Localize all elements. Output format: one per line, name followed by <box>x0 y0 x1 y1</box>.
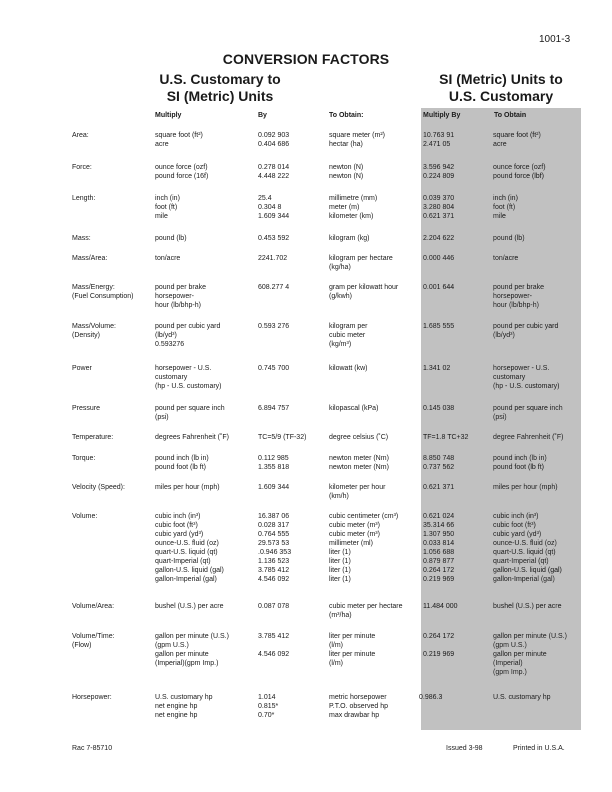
reverse-unit-cell: square foot (ft²) acre <box>493 132 541 148</box>
reverse-unit-cell: horsepower - U.S. customary (hp - U.S. customary) <box>493 365 560 390</box>
column-header-to-obtain-right: To Obtain <box>494 112 527 119</box>
multiply-cell: bushel (U.S.) per acre <box>155 603 224 610</box>
reverse-factor-cell: 2.204 622 <box>423 235 455 242</box>
category-label: Volume/Time: (Flow) <box>72 633 115 649</box>
reverse-factor-cell: 1.685 555 <box>423 323 455 330</box>
factor-cell: 6.894 757 <box>258 405 290 412</box>
reverse-unit-cell: pound per cubic yard (lb/yd³) <box>493 323 559 339</box>
reverse-factor-cell: TF=1.8 TC+32 <box>423 434 469 441</box>
left-heading-text: U.S. Customary to SI (Metric) Units <box>159 71 281 104</box>
multiply-cell: degrees Fahrenheit (˚F) <box>155 434 229 441</box>
right-section-heading <box>412 71 590 105</box>
category-label: Area: <box>72 132 89 139</box>
multiply-cell: pound (lb) <box>155 235 187 242</box>
multiply-cell: pound per brake horsepower- hour (lb/bhp-h) <box>155 284 206 309</box>
category-label: Mass/Area: <box>72 255 108 262</box>
reverse-unit-cell: pound (lb) <box>493 235 525 242</box>
multiply-cell: pound per square inch (psi) <box>155 405 225 421</box>
reverse-unit-cell: ton/acre <box>493 255 519 262</box>
factor-cell: 2241.702 <box>258 255 288 262</box>
reverse-unit-cell: ounce force (ozf) pound force (lbf) <box>493 164 546 180</box>
factor-cell: 0.092 903 0.404 686 <box>258 132 290 148</box>
category-label: Length: <box>72 195 96 202</box>
issue-date: Issued 3-98 <box>446 745 483 752</box>
page-number: 1001-3 <box>539 34 571 45</box>
reverse-factor-cell: 0.621 371 <box>423 484 455 491</box>
factor-cell: 0.087 078 <box>258 603 290 610</box>
reverse-factor-cell: 8.850 748 0.737 562 <box>423 455 455 471</box>
category-label: Horsepower: <box>72 694 112 701</box>
factor-cell: TC=5/9 (TF-32) <box>258 434 307 441</box>
multiply-cell: pound inch (lb in) pound foot (lb ft) <box>155 455 209 471</box>
factor-cell: 0.278 014 4.448 222 <box>258 164 290 180</box>
category-label: Velocity (Speed): <box>72 484 125 491</box>
to-obtain-cell: kilopascal (kPa) <box>329 405 379 412</box>
reverse-factor-cell: 0.986.3 <box>419 694 443 701</box>
to-obtain-cell: metric horsepower P.T.O. observed hp max drawbar hp <box>329 694 389 719</box>
reverse-unit-cell: miles per hour (mph) <box>493 484 558 491</box>
reverse-factor-cell: 11.484 000 <box>423 603 458 610</box>
column-header-to-obtain: To Obtain: <box>329 112 364 119</box>
page-title: CONVERSION FACTORS <box>222 51 390 67</box>
multiply-cell: horsepower - U.S. customary (hp - U.S. customary) <box>155 365 222 390</box>
reverse-factor-cell: 0.000 446 <box>423 255 455 262</box>
factor-cell: 0.593 276 <box>258 323 290 330</box>
multiply-cell: ounce force (ozf) pound force (16f) <box>155 164 209 180</box>
multiply-cell: U.S. customary hp net engine hp net engine hp <box>155 694 213 719</box>
factor-cell: 1.609 344 <box>258 484 290 491</box>
multiply-cell: cubic inch (in³) cubic foot (ft³) cubic yard (yd³) ounce-U.S. fluid (oz) quart-U.S. liquid (qt) quart-Imperial (qt) gallon-U.S. liquid (gal) gallon-Imperial (gal) <box>155 513 224 583</box>
multiply-cell: gallon per minute (U.S.) (gpm U.S.) gallon per minute (Imperial)(gpm Imp.) <box>155 633 229 667</box>
reverse-factor-cell: 0.621 024 35.314 66 1.307 950 0.033 814 1.056 688 0.879 877 0.264 172 0.219 969 <box>423 513 455 583</box>
multiply-cell: pound per cubic yard (lb/yd³) 0.593276 <box>155 323 221 348</box>
category-label: Mass/Energy: (Fuel Consumption) <box>72 284 134 300</box>
factor-cell: 25.4 0.304 8 1.609 344 <box>258 195 290 220</box>
reverse-unit-cell: inch (in) foot (ft) mile <box>493 195 518 220</box>
factor-cell: 1.014 0.815* 0.70* <box>258 694 279 719</box>
printed-location: Printed in U.S.A. <box>513 745 565 752</box>
factor-cell: 3.785 412 4.546 092 <box>258 633 290 658</box>
multiply-cell: ton/acre <box>155 255 181 262</box>
category-label: Mass: <box>72 235 91 242</box>
reverse-unit-cell: cubic inch (in³) cubic foot (ft³) cubic yard (yd³) ounce-U.S. fluid (oz) quart-U.S. liquid (qt) quart-Imperial (qt) gallon-U.S. liquid (gal) gallon-Imperial (gal) <box>493 513 562 583</box>
to-obtain-cell: newton meter (Nm) newton meter (Nm) <box>329 455 389 471</box>
category-label: Torque: <box>72 455 96 462</box>
multiply-cell: miles per hour (mph) <box>155 484 220 491</box>
category-label: Volume/Area: <box>72 603 115 610</box>
to-obtain-cell: gram per kilowatt hour (g/kwh) <box>329 284 399 300</box>
factor-cell: 608.277 4 <box>258 284 290 291</box>
reverse-unit-cell: pound per square inch (psi) <box>493 405 563 421</box>
to-obtain-cell: millimetre (mm) meter (m) kilometer (km) <box>329 195 378 220</box>
multiply-cell: square foot (ft²) acre <box>155 132 203 148</box>
reverse-unit-cell: pound per brake horsepower- hour (lb/bhp-h) <box>493 284 544 309</box>
reverse-unit-cell: U.S. customary hp <box>493 694 551 701</box>
factor-cell: 0.745 700 <box>258 365 290 372</box>
category-label: Force: <box>72 164 92 171</box>
reverse-factor-cell: 1.341 02 <box>423 365 451 372</box>
category-label: Temperature: <box>72 434 114 441</box>
column-header-multiply: Multiply <box>155 112 182 119</box>
category-label: Volume: <box>72 513 98 520</box>
factor-cell: 0.453 592 <box>258 235 290 242</box>
to-obtain-cell: newton (N) newton (N) <box>329 164 364 180</box>
factor-cell: 0.112 985 1.355 818 <box>258 455 290 471</box>
column-header-by: By <box>258 112 267 119</box>
to-obtain-cell: liter per minute (l/m) liter per minute (l/m) <box>329 633 376 667</box>
right-heading-text: SI (Metric) Units to U.S. Customary <box>439 71 563 104</box>
to-obtain-cell: square meter (m²) hectar (ha) <box>329 132 386 148</box>
factor-cell: 16.387 06 0.028 317 0.764 555 29.573 53 .0.946 353 1.136 523 3.785 412 4.546 092 <box>258 513 292 583</box>
reverse-unit-cell: degree Fahrenheit (˚F) <box>493 434 564 441</box>
reverse-factor-cell: 0.264 172 0.219 969 <box>423 633 455 658</box>
reverse-factor-cell: 0.001 644 <box>423 284 455 291</box>
category-label: Power <box>72 365 92 372</box>
to-obtain-cell: cubic centimeter (cm³) cubic meter (m³) cubic meter (m³) millimeter (ml) liter (1) liter (1) liter (1) liter (1) <box>329 513 399 583</box>
reverse-factor-cell: 3.596 942 0.224 809 <box>423 164 455 180</box>
category-label: Mass/Volume: (Density) <box>72 323 116 339</box>
to-obtain-cell: kilogram per hectare (kg/ha) <box>329 255 393 271</box>
reverse-factor-cell: 0.145 038 <box>423 405 455 412</box>
to-obtain-cell: degree celsius (˚C) <box>329 434 389 441</box>
reverse-unit-cell: gallon per minute (U.S.) (gpm U.S.) gallon per minute (Imperial) (gpm Imp.) <box>493 633 567 676</box>
to-obtain-cell: kilogram per cubic meter (kg/m³) <box>329 323 368 348</box>
reverse-factor-cell: 10.763 91 2.471 05 <box>423 132 455 148</box>
column-header-multiply-by: Multiply By <box>423 112 461 119</box>
multiply-cell: inch (in) foot (ft) mile <box>155 195 180 220</box>
left-section-heading <box>150 71 290 105</box>
to-obtain-cell: kilogram (kg) <box>329 235 370 242</box>
reverse-unit-cell: pound inch (lb in) pound foot (lb ft) <box>493 455 547 471</box>
document-id: Rac 7-85710 <box>72 745 113 752</box>
to-obtain-cell: kilowatt (kw) <box>329 365 368 372</box>
category-label: Pressure <box>72 405 101 412</box>
reverse-factor-cell: 0.039 370 3.280 804 0.621 371 <box>423 195 455 220</box>
to-obtain-cell: cubic meter per hectare (m³/ha) <box>329 603 403 619</box>
to-obtain-cell: kilometer per hour (km/h) <box>329 484 386 500</box>
reverse-unit-cell: bushel (U.S.) per acre <box>493 603 562 610</box>
